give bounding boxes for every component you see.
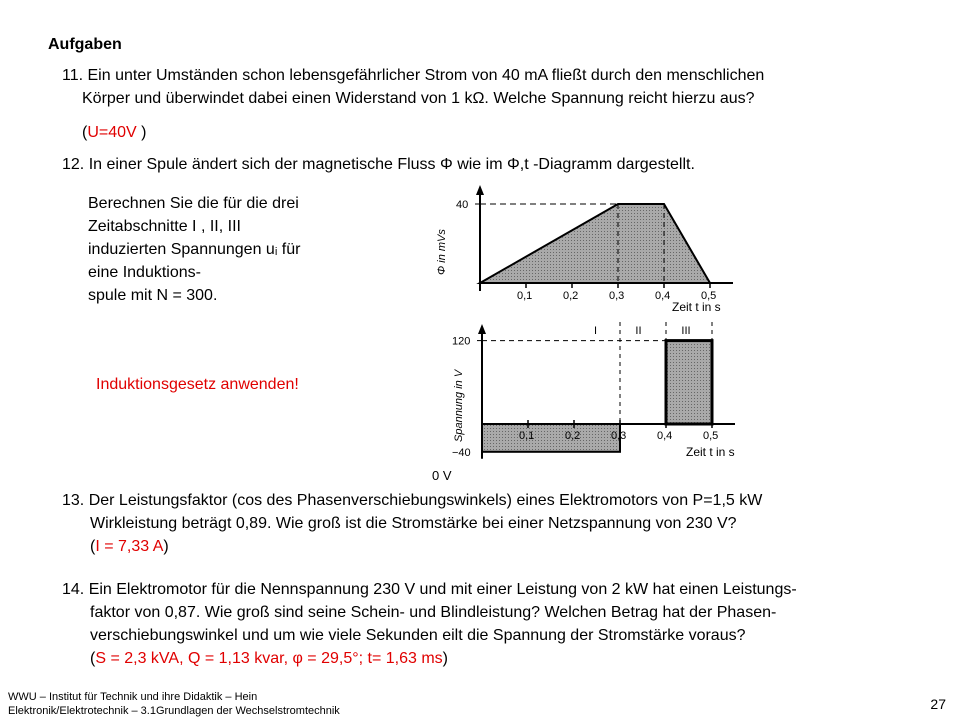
task-12-desc-4: eine Induktions- <box>88 264 201 281</box>
footer-line-2: Elektronik/Elektrotechnik – 3.1Grundlagen der Wechselstromtechnik <box>8 705 340 717</box>
task-14-answer: (S = 2,3 kVA, Q = 1,13 kvar, φ = 29,5°; t= 1,63 ms) <box>90 650 448 667</box>
task-11-answer: (U=40V ) <box>82 124 147 141</box>
task-12-desc-1: Berechnen Sie die für die drei <box>88 195 299 212</box>
voltage-y-tick-120: 120 <box>452 335 471 348</box>
page-number: 27 <box>930 696 946 712</box>
flux-x-tick-label: 0,5 <box>701 290 717 302</box>
voltage-x-tick-label: 0,4 <box>657 430 673 442</box>
flux-x-tick-label: 0,1 <box>517 290 533 302</box>
voltage-x-tick-label: 0,1 <box>519 430 535 442</box>
voltage-x-tick-label: 0,3 <box>611 430 627 442</box>
task-12-desc-5: spule mit N = 300. <box>88 287 218 304</box>
voltage-y-tick-neg40: −40 <box>452 446 471 459</box>
section-heading: Aufgaben <box>48 36 122 53</box>
voltage-y-label: Spannung in V <box>453 369 465 442</box>
task-14-line-3: verschiebungswinkel und um wie viele Sekunden eilt die Spannung der Stromstärke voraus? <box>90 627 746 644</box>
task-12-hint: Induktionsgesetz anwenden! <box>96 376 299 393</box>
footer-line-1: WWU – Institut für Technik und ihre Didaktik – Hein <box>8 691 258 703</box>
voltage-left-edge-label: 0 V <box>432 468 452 480</box>
voltage-x-tick-label: 0,2 <box>565 430 581 442</box>
task-13-line-1: 13. Der Leistungsfaktor (cos des Phasenverschiebungswinkels) eines Elektromotors von P=1,5 kW <box>62 492 763 509</box>
voltage-chart <box>430 320 760 480</box>
flux-y-label: Φ in mVs <box>436 229 448 275</box>
task-13-answer: (I = 7,33 A) <box>90 538 169 555</box>
voltage-bar-section-3 <box>666 341 712 424</box>
flux-y-axis-arrow <box>476 185 484 195</box>
task-11-answer-text: U=40V <box>87 124 137 141</box>
task-12-desc-2: Zeitabschnitte I , II, III <box>88 218 241 235</box>
flux-y-tick-label: 40 <box>456 199 469 211</box>
voltage-x-tick-label: 0,5 <box>703 430 719 442</box>
voltage-x-label: Zeit t in s <box>686 445 735 459</box>
voltage-section-label-2: II <box>635 325 642 337</box>
task-12-line-1: 12. In einer Spule ändert sich der magnetische Fluss Φ wie im Φ,t -Diagramm dargestellt. <box>62 156 695 173</box>
task-14-line-2: faktor von 0,87. Wie groß sind seine Schein- und Blindleistung? Welchen Betrag hat der Phasen- <box>90 604 777 621</box>
flux-x-label: Zeit t in s <box>672 300 721 314</box>
task-12-desc-3: induzierten Spannungen uᵢ für <box>88 241 301 258</box>
flux-x-tick-label: 0,3 <box>609 290 625 302</box>
voltage-section-label-3: III <box>681 325 691 337</box>
flux-x-tick-label: 0,2 <box>563 290 579 302</box>
flux-x-tick-label: 0,4 <box>655 290 671 302</box>
task-14-line-1: 14. Ein Elektromotor für die Nennspannung 230 V und mit einer Leistung von 2 kW hat einen Leistungs- <box>62 581 797 598</box>
answer-value: I = 7,33 A <box>95 538 164 555</box>
task-13-line-2: Wirkleistung beträgt 0,89. Wie groß ist die Stromstärke bei einer Netzspannung von 230 V? <box>90 515 737 532</box>
task-11-line-2: Körper und überwindet dabei einen Widerstand von 1 kΩ. Welche Spannung reicht hierzu aus? <box>82 90 755 107</box>
flux-area <box>480 204 710 283</box>
voltage-bar-section-1 <box>482 424 620 452</box>
answer-value: S = 2,3 kVA, Q = 1,13 kvar, φ = 29,5°; t= 1,63 ms <box>95 650 443 667</box>
footer <box>8 690 340 718</box>
voltage-y-axis-arrow <box>478 324 486 334</box>
task-11-line-1: 11. Ein unter Umständen schon lebensgefährlicher Strom von 40 mA fließt durch den menschlichen <box>62 67 765 84</box>
voltage-section-label-1: I <box>594 325 598 337</box>
flux-chart <box>430 183 760 318</box>
